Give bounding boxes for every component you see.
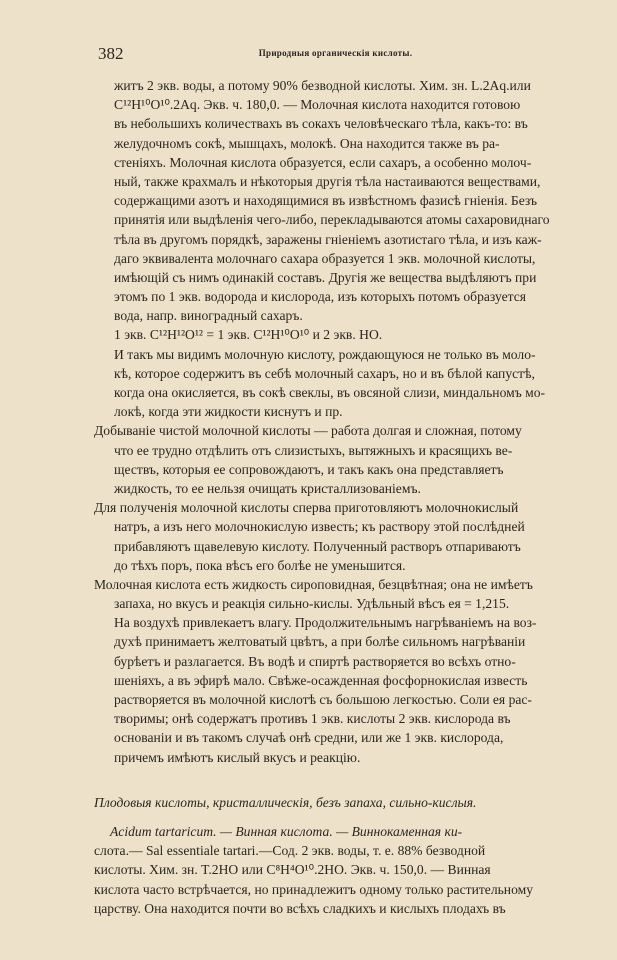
text-line: кѣ, которое содержитъ въ себѣ молочный сахаръ, но и въ бѣлой капустѣ, [114, 365, 535, 381]
page-number: 382 [98, 44, 124, 63]
body-text [94, 76, 576, 918]
text-line: царству. Она находится почти во всѣхъ сладкихъ и кислыхъ плодахъ въ [94, 900, 506, 916]
text-line: слота.— Sal essentiale tartari.—Сод. 2 экв. воды, т. е. 88% безводной [94, 843, 486, 859]
text-line: содержащими азотъ и находящимися въ извѣстномъ фазисѣ гніенія. Безъ [114, 193, 538, 209]
text-line: Для полученія молочной кислоты сперва приготовляютъ молочнокислый [94, 500, 519, 516]
text-line: локѣ, когда эти жидкости киснутъ и пр. [114, 404, 343, 420]
text-line: этомъ по 1 экв. водорода и кислорода, изъ которыхъ потомъ образуется [114, 289, 527, 305]
text-line: даго эквивалента молочнаго сахара образуется 1 экв. молочной кислоты, [114, 250, 536, 266]
text-line: Добываніе чистой молочной кислоты — работа долгая и сложная, потому [94, 423, 522, 439]
text-line: стеніяхъ. Молочная кислота образуется, если сахаръ, а особенно молоч- [114, 154, 532, 170]
text-line: натръ, а изъ него молочнокислую известь; къ раствору этой послѣдней [114, 519, 525, 535]
text-line: растворяется въ молочной кислотѣ съ большою легкостью. Соли ея рас- [114, 692, 532, 707]
text-line: C¹²H¹⁰O¹⁰.2Aq. Экв. ч. 180,0. — Молочная кислота находится готовою [114, 97, 521, 113]
text-line: И такъ мы видимъ молочную кислоту, рождающуюся не только въ моло- [114, 346, 536, 362]
text-line: ный, также крахмалъ и нѣкоторыя другія тѣла настаиваются веществами, [114, 173, 541, 189]
text-line: принятія или выдѣленія чего-либо, перекладываются атомы сахаровиднаго [114, 212, 550, 228]
text-line: прибавляютъ щавелевую кислоту. Полученный растворъ отпариваютъ [114, 538, 521, 554]
text-line: жидкость, то ее нельзя очищать кристаллизованіемъ. [114, 480, 421, 496]
text-line: имѣющій съ нимъ одинакій составъ. Другія же вещества выдѣляютъ при [114, 269, 537, 285]
text-line: 1 экв. C¹²H¹²O¹² = 1 экв. C¹²H¹⁰O¹⁰ и 2 экв. HO. [114, 327, 383, 343]
section-gap [94, 812, 576, 822]
text-line: до тѣхъ поръ, пока вѣсъ его болѣе не уменьшится. [114, 557, 406, 573]
text-line: въ небольшихъ количествахъ въ сокахъ человѣческаго тѣла, какъ-то: въ [114, 116, 528, 132]
text-line: основаніи и въ такомъ случаѣ онѣ средни, или же 1 экв. кислорода, [114, 730, 504, 746]
text-line: причемъ имѣютъ кислый вкусъ и реакцію. [114, 749, 361, 765]
text-line: житъ 2 экв. воды, а потому 90% безводной кислоты. Хим. зн. L.2Aq.или [114, 78, 531, 93]
text-line: На воздухѣ привлекаетъ влагу. Продолжительнымъ нагрѣваніемъ на воз- [114, 615, 537, 631]
text-line: вода, напр. виноградный сахаръ. [114, 308, 303, 324]
text-line: что ее трудно отдѣлить отъ слизистыхъ, вытяжныхъ и красящихъ ве- [114, 442, 513, 458]
page-header [98, 44, 573, 66]
text-line: кислота часто встрѣчается, но принадлежитъ одному только растительному [94, 881, 534, 897]
text-line: кислоты. Хим. зн. T.2HO или C⁸H⁴O¹⁰.2HO. Экв. ч. 150,0. — Винная [94, 862, 491, 878]
running-head: Природныя органическія кислоты. [258, 48, 413, 58]
text-line: запаха, но вкусъ и реакція сильно-кислы. Удѣльный вѣсъ ея = 1,215. [114, 596, 510, 612]
text-line: желудочномъ сокѣ, мышцахъ, молокѣ. Она находится также въ ра- [114, 135, 500, 151]
text-line: тѣла въ другомъ порядкѣ, заражены гніеніемъ азотистаго тѣла, и изъ каж- [114, 231, 542, 247]
text-line: Молочная кислота есть жидкость сиропoвидная, безцвѣтная; она не имѣетъ [94, 576, 533, 592]
italic-text-line: Плодовыя кислоты, кристаллическія, безъ запаха, сильно-кислыя. [94, 794, 477, 810]
text-line: когда она окисляется, въ сокѣ свеклы, въ овсяной слизи, миндальномъ мо- [114, 385, 546, 400]
text-line: ществъ, которыя ее сопровождаютъ, и такъ какъ она представляетъ [114, 461, 504, 477]
text-line: творимы; онѣ содержатъ противъ 1 экв. кислоты 2 экв. кислорода въ [114, 711, 511, 727]
text-line: шеніяхъ, а въ эфирѣ мало. Свѣже-осажденная фосфорнокислая известь [114, 672, 528, 688]
text-line: бурѣетъ и разлагается. Въ водѣ и спиртѣ растворяется во всѣхъ отно- [114, 653, 516, 669]
section-gap [94, 767, 576, 793]
text-line: духѣ принимаетъ желтоватый цвѣтъ, а при болѣе сильномъ нагрѣваніи [114, 634, 526, 650]
italic-text-line: Acidum tartaricum. — Винная кислота. — Виннокаменная ки- [110, 823, 463, 839]
